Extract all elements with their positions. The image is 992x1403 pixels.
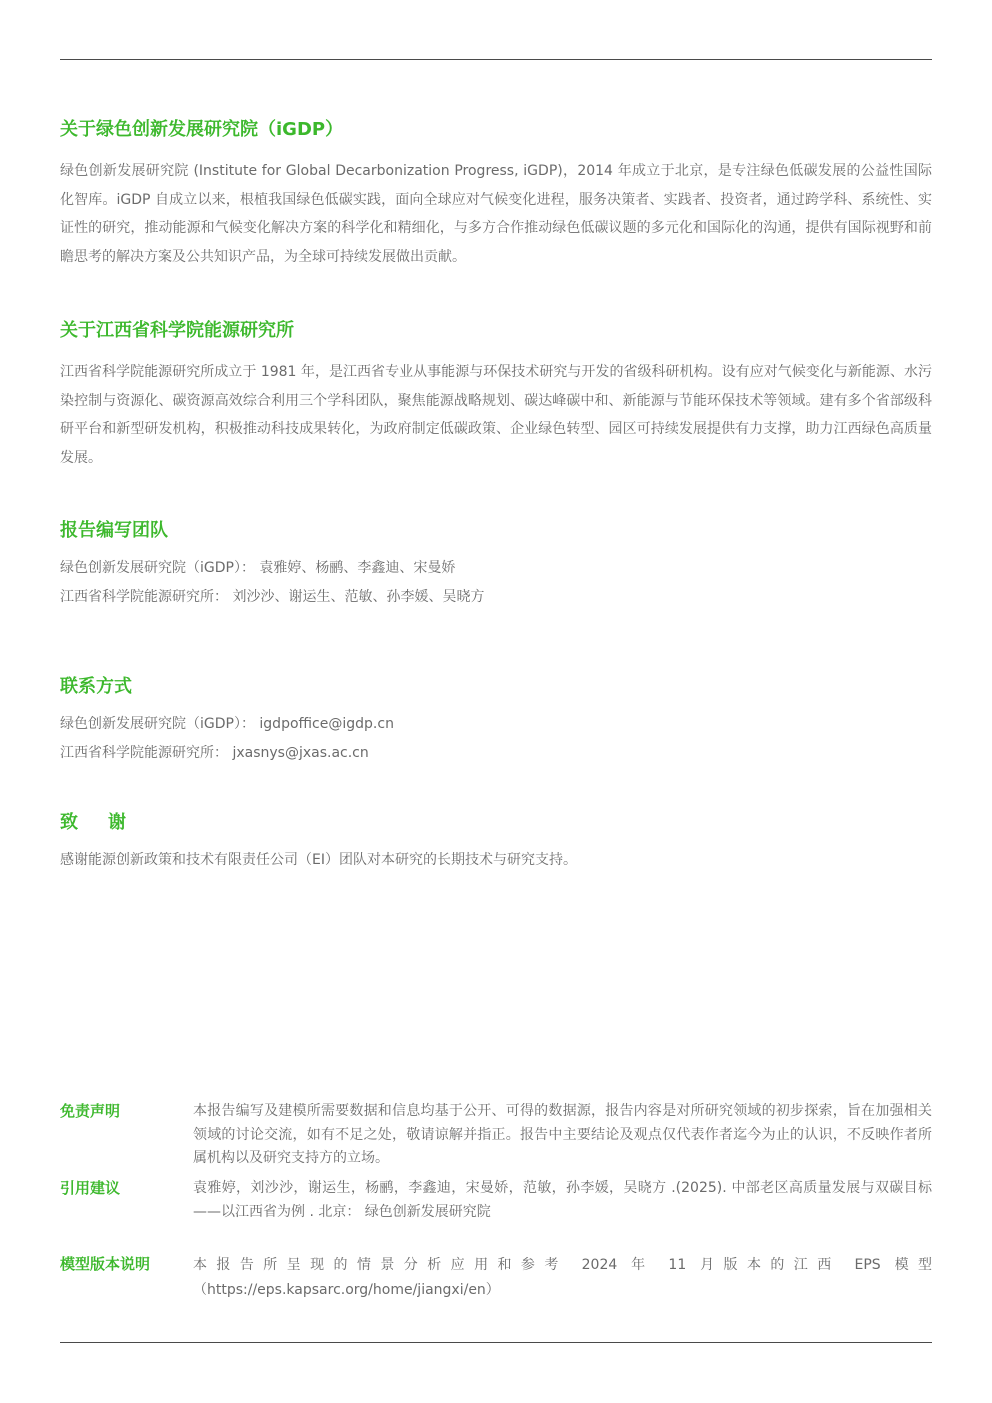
disclaimer-text: 本报告编写及建模所需要数据和信息均基于公开、可得的数据源，报告内容是对所研究领域的初步探索，旨在加强相关领域的讨论交流，如有不足之处，敬请谅解并指正。报告中主要结论及观点仅代表作者迄今为止的认识，不反映作者所属机构以及研究支持方的立场。	[193, 1103, 932, 1166]
top-divider	[60, 59, 932, 60]
about-igdp-body: 绿色创新发展研究院 (Institute for Global Decarbonization Progress, iGDP)，2014 年成立于北京，是专注绿色低碳发展的公益性国际化智库。iGDP 自成立以来，根植我国绿色低碳实践，面向全球应对气候变化进程，服务决策者、实践者、投资者，通过跨学科、系统性、实证性的研究，推动能源和气候变化解决方案的科学化和精细化，与多方合作推动绿色低碳议题的多元化和国际化的沟通，提供有国际视野和前瞻思考的解决方案及公共知识产品，为全球可持续发展做出贡献。	[60, 163, 932, 265]
contact-list	[60, 710, 932, 767]
about-jxas-section	[60, 318, 932, 472]
team-section	[60, 518, 932, 611]
thanks-body: 感谢能源创新政策和技术有限责任公司（EI）团队对本研究的长期技术与研究支持。	[60, 852, 577, 868]
about-jxas-body: 江西省科学院能源研究所成立于 1981 年，是江西省专业从事能源与环保技术研究与开发的省级科研机构。设有应对气候变化与新能源、水污染控制与资源化、碳资源高效综合利用三个学科团队，聚焦能源战略规划、碳达峰碳中和、新能源与节能环保技术等领域。建有多个省部级科研平台和新型研发机构，积极推动科技成果转化，为政府制定低碳政策、企业绿色转型、园区可持续发展提供有力支撑，助力江西绿色高质量发展。	[60, 364, 932, 466]
thanks-heading-char-1: 致	[60, 812, 78, 833]
disclaimer-label: 免责声明	[60, 1102, 121, 1120]
contact-heading: 联系方式	[60, 676, 132, 697]
thanks-heading	[60, 810, 932, 836]
team-heading: 报告编写团队	[60, 520, 168, 541]
model-version-text: 本报告所呈现的情景分析应用和参考 2024 年 11 月版本的江西 EPS 模型（https://eps.kapsarc.org/home/jiangxi/en）	[193, 1257, 932, 1298]
team-list	[60, 554, 932, 611]
thanks-heading-char-2: 谢	[108, 812, 126, 833]
model-version-label: 模型版本说明	[60, 1255, 151, 1273]
team-line-jxas: 江西省科学院能源研究所： 刘沙沙、谢运生、范敏、孙李媛、吴晓方	[60, 588, 485, 605]
contact-section	[60, 674, 932, 767]
bottom-divider	[60, 1342, 932, 1343]
contact-line-jxas: 江西省科学院能源研究所： jxasnys@jxas.ac.cn	[60, 744, 369, 761]
about-jxas-heading: 关于江西省科学院能源研究所	[60, 320, 294, 341]
about-igdp-heading: 关于绿色创新发展研究院（iGDP）	[60, 119, 344, 140]
contact-line-igdp: 绿色创新发展研究院（iGDP）： igdpoffice@igdp.cn	[60, 716, 394, 732]
citation-text: 袁雅婷，刘沙沙，谢运生，杨鹂，李鑫迪，宋曼娇，范敏，孙李媛，吴晓方 .(2025). 中部老区高质量发展与双碳目标——以江西省为例 . 北京： 绿色创新发展研究院	[193, 1180, 932, 1220]
thanks-section	[60, 810, 932, 875]
team-line-igdp: 绿色创新发展研究院（iGDP）： 袁雅婷、杨鹂、李鑫迪、宋曼娇	[60, 560, 456, 576]
citation-label: 引用建议	[60, 1179, 121, 1197]
about-igdp-section	[60, 117, 932, 271]
